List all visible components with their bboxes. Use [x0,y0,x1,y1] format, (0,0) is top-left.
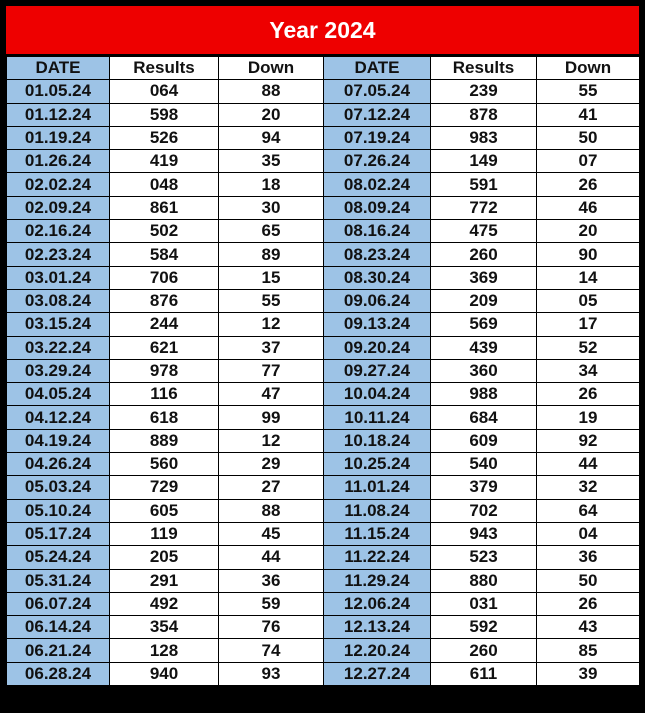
cell-date-right: 08.16.24 [324,220,431,243]
cell-date-left: 06.28.24 [7,662,110,685]
cell-results-left: 502 [110,220,219,243]
cell-date-left: 03.29.24 [7,359,110,382]
cell-down-left: 15 [219,266,324,289]
cell-results-right: 031 [431,592,537,615]
cell-date-right: 12.27.24 [324,662,431,685]
header-down-left: Down [219,57,324,80]
cell-results-right: 209 [431,289,537,312]
cell-down-right: 46 [537,196,640,219]
cell-date-right: 08.02.24 [324,173,431,196]
table-row [7,453,640,476]
cell-results-left: 876 [110,289,219,312]
cell-date-left: 01.05.24 [7,80,110,103]
cell-date-left: 03.22.24 [7,336,110,359]
cell-down-right: 85 [537,639,640,662]
table-row [7,639,640,662]
table-body [7,80,640,686]
cell-results-left: 492 [110,592,219,615]
cell-results-right: 880 [431,569,537,592]
cell-date-left: 03.01.24 [7,266,110,289]
cell-results-left: 605 [110,499,219,522]
cell-date-left: 02.09.24 [7,196,110,219]
cell-down-left: 45 [219,522,324,545]
cell-date-left: 02.23.24 [7,243,110,266]
cell-results-left: 729 [110,476,219,499]
table-row [7,546,640,569]
cell-down-left: 47 [219,383,324,406]
cell-down-left: 12 [219,313,324,336]
cell-results-right: 592 [431,616,537,639]
cell-down-right: 36 [537,546,640,569]
cell-date-left: 02.16.24 [7,220,110,243]
header-results-left: Results [110,57,219,80]
cell-down-right: 17 [537,313,640,336]
cell-date-right: 12.13.24 [324,616,431,639]
cell-down-right: 20 [537,220,640,243]
cell-down-right: 52 [537,336,640,359]
cell-date-left: 04.19.24 [7,429,110,452]
cell-down-right: 26 [537,383,640,406]
cell-results-left: 064 [110,80,219,103]
cell-results-right: 878 [431,103,537,126]
cell-results-left: 598 [110,103,219,126]
cell-down-left: 65 [219,220,324,243]
table-row [7,336,640,359]
cell-date-right: 08.09.24 [324,196,431,219]
cell-date-left: 06.07.24 [7,592,110,615]
cell-results-right: 609 [431,429,537,452]
table-row [7,359,640,382]
cell-down-left: 18 [219,173,324,196]
cell-results-left: 706 [110,266,219,289]
cell-date-left: 04.26.24 [7,453,110,476]
cell-down-left: 36 [219,569,324,592]
cell-date-right: 07.19.24 [324,126,431,149]
cell-results-left: 584 [110,243,219,266]
cell-results-left: 205 [110,546,219,569]
cell-date-right: 11.22.24 [324,546,431,569]
header-date-right: DATE [324,57,431,80]
cell-down-left: 59 [219,592,324,615]
cell-results-left: 978 [110,359,219,382]
table-row [7,126,640,149]
cell-down-right: 92 [537,429,640,452]
cell-results-left: 560 [110,453,219,476]
cell-down-left: 88 [219,499,324,522]
cell-results-left: 621 [110,336,219,359]
sheet-title: Year 2024 [6,6,639,54]
cell-down-right: 26 [537,592,640,615]
cell-down-left: 76 [219,616,324,639]
cell-down-right: 05 [537,289,640,312]
cell-down-left: 55 [219,289,324,312]
cell-down-right: 90 [537,243,640,266]
cell-results-right: 260 [431,243,537,266]
header-date-left: DATE [7,57,110,80]
cell-down-right: 19 [537,406,640,429]
cell-down-left: 30 [219,196,324,219]
cell-results-right: 149 [431,150,537,173]
cell-date-right: 08.23.24 [324,243,431,266]
header-results-right: Results [431,57,537,80]
table-row [7,662,640,685]
table-row [7,592,640,615]
table-row [7,266,640,289]
cell-date-right: 11.01.24 [324,476,431,499]
cell-down-left: 29 [219,453,324,476]
table-row [7,243,640,266]
cell-date-left: 05.24.24 [7,546,110,569]
cell-date-right: 07.05.24 [324,80,431,103]
cell-date-left: 05.17.24 [7,522,110,545]
results-table [6,56,640,686]
cell-date-left: 03.08.24 [7,289,110,312]
cell-down-right: 14 [537,266,640,289]
cell-results-right: 772 [431,196,537,219]
cell-down-left: 93 [219,662,324,685]
cell-date-right: 11.08.24 [324,499,431,522]
cell-results-left: 119 [110,522,219,545]
table-row [7,406,640,429]
cell-date-right: 10.18.24 [324,429,431,452]
cell-results-left: 889 [110,429,219,452]
cell-results-left: 419 [110,150,219,173]
cell-date-left: 06.21.24 [7,639,110,662]
cell-down-left: 12 [219,429,324,452]
header-down-right: Down [537,57,640,80]
cell-down-left: 44 [219,546,324,569]
cell-date-right: 09.06.24 [324,289,431,312]
cell-date-left: 02.02.24 [7,173,110,196]
cell-date-left: 05.03.24 [7,476,110,499]
header-row [7,57,640,80]
cell-down-right: 55 [537,80,640,103]
cell-results-right: 591 [431,173,537,196]
cell-results-right: 988 [431,383,537,406]
cell-results-right: 439 [431,336,537,359]
cell-results-right: 702 [431,499,537,522]
cell-down-right: 44 [537,453,640,476]
cell-down-left: 35 [219,150,324,173]
table-row [7,616,640,639]
cell-date-right: 09.13.24 [324,313,431,336]
cell-down-right: 26 [537,173,640,196]
cell-results-left: 291 [110,569,219,592]
cell-down-right: 04 [537,522,640,545]
cell-down-left: 77 [219,359,324,382]
cell-down-right: 32 [537,476,640,499]
cell-date-left: 05.31.24 [7,569,110,592]
cell-results-left: 618 [110,406,219,429]
cell-results-left: 128 [110,639,219,662]
cell-date-right: 10.04.24 [324,383,431,406]
cell-date-right: 11.29.24 [324,569,431,592]
cell-date-right: 07.26.24 [324,150,431,173]
cell-down-left: 37 [219,336,324,359]
cell-down-right: 41 [537,103,640,126]
table-row [7,522,640,545]
cell-down-right: 64 [537,499,640,522]
cell-results-right: 369 [431,266,537,289]
cell-results-right: 260 [431,639,537,662]
cell-date-right: 09.20.24 [324,336,431,359]
cell-results-right: 379 [431,476,537,499]
cell-date-right: 10.25.24 [324,453,431,476]
cell-down-left: 27 [219,476,324,499]
cell-down-left: 94 [219,126,324,149]
cell-results-right: 475 [431,220,537,243]
cell-date-right: 10.11.24 [324,406,431,429]
table-row [7,103,640,126]
cell-date-right: 12.20.24 [324,639,431,662]
cell-date-left: 05.10.24 [7,499,110,522]
table-row [7,429,640,452]
cell-down-left: 99 [219,406,324,429]
table-row [7,476,640,499]
cell-results-left: 940 [110,662,219,685]
cell-date-right: 07.12.24 [324,103,431,126]
cell-date-left: 04.05.24 [7,383,110,406]
cell-date-left: 06.14.24 [7,616,110,639]
cell-results-right: 360 [431,359,537,382]
cell-results-left: 244 [110,313,219,336]
cell-date-right: 09.27.24 [324,359,431,382]
cell-down-right: 39 [537,662,640,685]
cell-down-left: 20 [219,103,324,126]
cell-results-left: 354 [110,616,219,639]
cell-down-left: 89 [219,243,324,266]
cell-date-right: 08.30.24 [324,266,431,289]
cell-results-right: 239 [431,80,537,103]
cell-results-right: 943 [431,522,537,545]
cell-results-left: 116 [110,383,219,406]
table-row [7,383,640,406]
cell-date-left: 01.12.24 [7,103,110,126]
cell-down-right: 50 [537,126,640,149]
table-row [7,173,640,196]
cell-results-right: 569 [431,313,537,336]
cell-date-left: 01.26.24 [7,150,110,173]
table-row [7,220,640,243]
table-row [7,569,640,592]
cell-date-right: 11.15.24 [324,522,431,545]
cell-date-left: 01.19.24 [7,126,110,149]
cell-down-right: 34 [537,359,640,382]
cell-down-left: 88 [219,80,324,103]
cell-results-right: 540 [431,453,537,476]
cell-down-right: 07 [537,150,640,173]
table-row [7,80,640,103]
table-row [7,499,640,522]
cell-results-right: 684 [431,406,537,429]
cell-results-right: 983 [431,126,537,149]
cell-results-left: 048 [110,173,219,196]
cell-results-right: 523 [431,546,537,569]
table-row [7,313,640,336]
cell-results-left: 526 [110,126,219,149]
cell-down-right: 43 [537,616,640,639]
table-row [7,196,640,219]
cell-down-right: 50 [537,569,640,592]
cell-down-left: 74 [219,639,324,662]
cell-results-left: 861 [110,196,219,219]
cell-date-left: 03.15.24 [7,313,110,336]
table-row [7,150,640,173]
table-row [7,289,640,312]
cell-date-left: 04.12.24 [7,406,110,429]
cell-results-right: 611 [431,662,537,685]
cell-date-right: 12.06.24 [324,592,431,615]
